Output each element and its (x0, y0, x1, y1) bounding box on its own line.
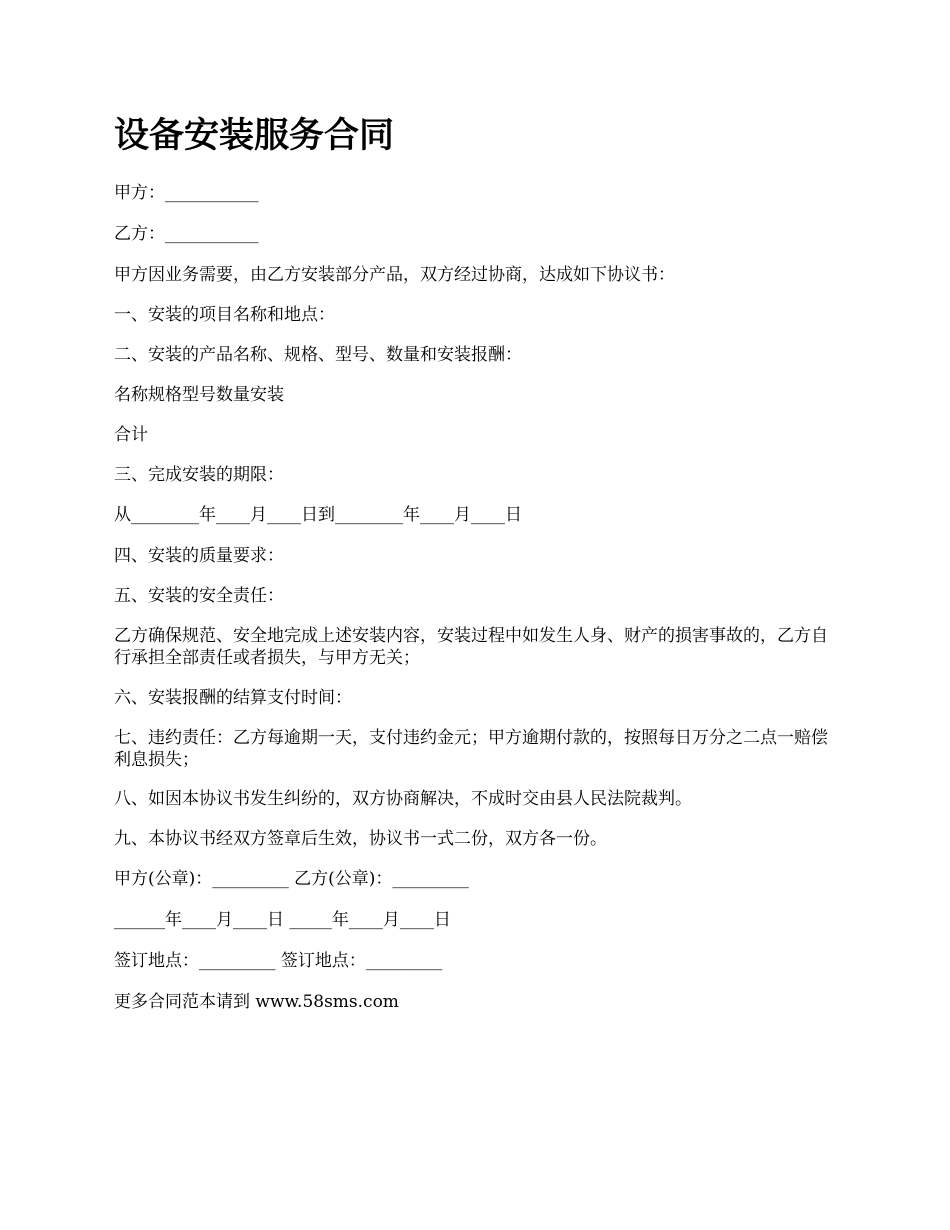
clause-5-heading: 五、安装的安全责任： (114, 586, 284, 606)
intro-paragraph: 甲方因业务需要，由乙方安装部分产品，双方经过协商，达成如下协议书： (114, 265, 675, 285)
contract-title: 设备安装服务合同 (114, 115, 395, 156)
clause-2-heading: 二、安装的产品名称、规格、型号、数量和安装报酬： (114, 345, 522, 365)
clause-6-heading: 六、安装报酬的结算支付时间： (114, 688, 352, 708)
seal-line: 甲方(公章)：_________ 乙方(公章)：_________ (114, 869, 469, 889)
footer-link-text: 更多合同范本请到 www.58sms.com (114, 992, 399, 1012)
clause-7-text: 七、违约责任：乙方每逾期一天，支付违约金元；甲方逾期付款的，按照每日万分之二点一赔偿利息损失； (114, 728, 828, 770)
product-table-total: 合计 (114, 425, 148, 445)
party-a-line: 甲方：___________ (114, 183, 259, 203)
clause-8-text: 八、如因本协议书发生纠纷的，双方协商解决，不成时交由县人民法院裁判。 (114, 789, 692, 809)
party-b-line: 乙方：___________ (114, 224, 259, 244)
signing-date-line: ______年____月____日 _____年____月____日 (114, 910, 451, 930)
product-table-header: 名称规格型号数量安装 (114, 385, 284, 405)
clause-1-heading: 一、安装的项目名称和地点： (114, 305, 335, 325)
installation-period-line: 从________年____月____日到________年____月____日 (114, 505, 522, 525)
clause-4-heading: 四、安装的质量要求： (114, 546, 284, 566)
clause-3-heading: 三、完成安装的期限： (114, 465, 284, 485)
clause-9-text: 九、本协议书经双方签章后生效，协议书一式二份，双方各一份。 (114, 829, 607, 849)
clause-5-text: 乙方确保规范、安全地完成上述安装内容，安装过程中如发生人身、财产的损害事故的，乙方自行承担全部责任或者损失，与甲方无关； (114, 626, 828, 668)
signing-place-line: 签订地点：_________ 签订地点：_________ (114, 951, 443, 971)
